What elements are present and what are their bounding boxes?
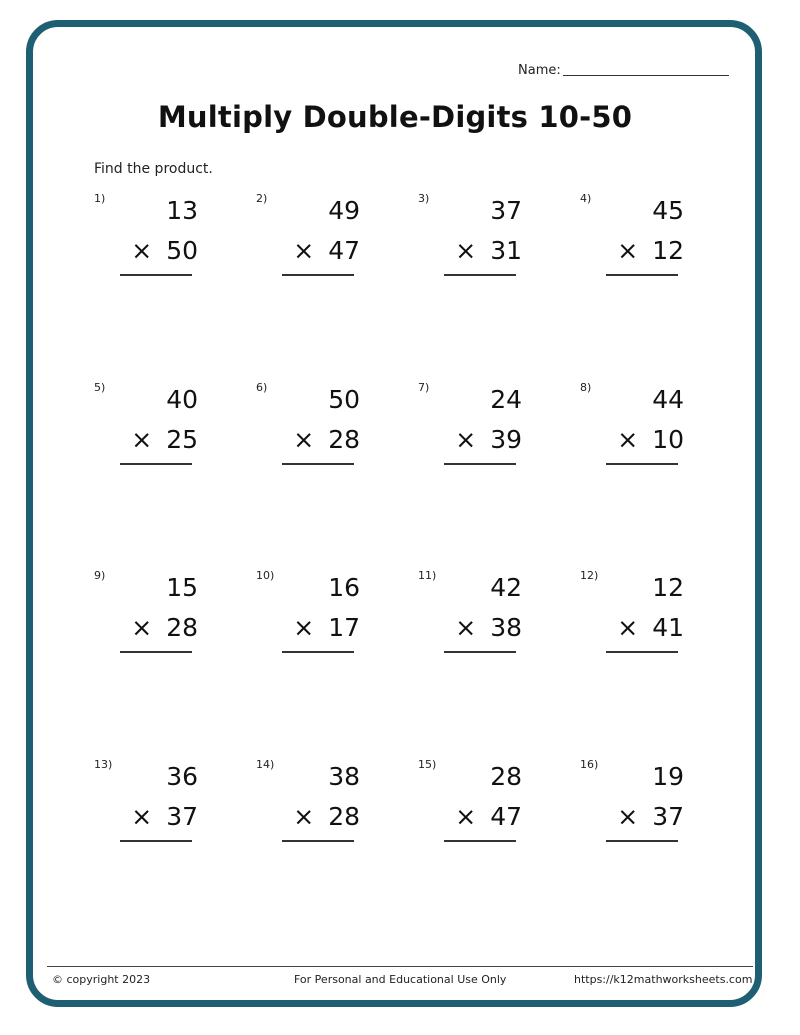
answer-line bbox=[606, 463, 678, 465]
footer-copyright: © copyright 2023 bbox=[52, 973, 151, 986]
problem-number: 14) bbox=[256, 758, 275, 771]
problem-1 bbox=[94, 192, 204, 282]
multiplicand: 16 bbox=[328, 573, 360, 602]
problem-5 bbox=[94, 381, 204, 471]
problem-number: 2) bbox=[256, 192, 268, 205]
multiplier: 50 bbox=[166, 236, 198, 265]
name-label: Name: bbox=[518, 63, 561, 78]
problem-number: 10) bbox=[256, 569, 275, 582]
multiplier-row bbox=[617, 802, 684, 831]
multiply-sign: × bbox=[617, 425, 639, 454]
multiplier-row bbox=[293, 236, 360, 265]
multiplicand: 44 bbox=[652, 385, 684, 414]
multiplier-row bbox=[455, 425, 522, 454]
problem-4 bbox=[580, 192, 690, 282]
multiply-sign: × bbox=[455, 802, 477, 831]
multiplier: 31 bbox=[490, 236, 522, 265]
multiplicand: 12 bbox=[652, 573, 684, 602]
multiplicand: 38 bbox=[328, 762, 360, 791]
answer-line bbox=[444, 463, 516, 465]
problem-13 bbox=[94, 758, 204, 848]
multiplier: 37 bbox=[166, 802, 198, 831]
multiply-sign: × bbox=[293, 802, 315, 831]
problem-9 bbox=[94, 569, 204, 659]
multiplier: 17 bbox=[328, 613, 360, 642]
page-title: Multiply Double-Digits 10-50 bbox=[157, 100, 633, 134]
multiplier: 47 bbox=[490, 802, 522, 831]
multiply-sign: × bbox=[131, 425, 153, 454]
name-blank-line bbox=[563, 62, 729, 76]
multiplier: 25 bbox=[166, 425, 198, 454]
problem-number: 8) bbox=[580, 381, 592, 394]
multiplier-row bbox=[293, 425, 360, 454]
multiply-sign: × bbox=[131, 236, 153, 265]
multiplier-row bbox=[455, 613, 522, 642]
multiplier: 28 bbox=[166, 613, 198, 642]
answer-line bbox=[444, 274, 516, 276]
multiplicand: 42 bbox=[490, 573, 522, 602]
multiplier-row bbox=[131, 425, 198, 454]
name-field bbox=[518, 62, 729, 78]
problem-number: 1) bbox=[94, 192, 106, 205]
multiplicand: 36 bbox=[166, 762, 198, 791]
multiply-sign: × bbox=[617, 802, 639, 831]
answer-line bbox=[606, 274, 678, 276]
problem-number: 11) bbox=[418, 569, 437, 582]
multiplier-row bbox=[131, 613, 198, 642]
problem-number: 9) bbox=[94, 569, 106, 582]
answer-line bbox=[120, 274, 192, 276]
multiplicand: 13 bbox=[166, 196, 198, 225]
multiplier-row bbox=[617, 613, 684, 642]
answer-line bbox=[282, 274, 354, 276]
multiplicand: 40 bbox=[166, 385, 198, 414]
multiply-sign: × bbox=[617, 613, 639, 642]
multiplier: 37 bbox=[652, 802, 684, 831]
multiplier-row bbox=[293, 613, 360, 642]
multiplier-row bbox=[617, 425, 684, 454]
problem-11 bbox=[418, 569, 528, 659]
answer-line bbox=[282, 840, 354, 842]
answer-line bbox=[120, 463, 192, 465]
problem-number: 6) bbox=[256, 381, 268, 394]
multiply-sign: × bbox=[617, 236, 639, 265]
multiplier-row bbox=[131, 802, 198, 831]
multiplicand: 19 bbox=[652, 762, 684, 791]
multiplier: 10 bbox=[652, 425, 684, 454]
footer-divider bbox=[47, 966, 753, 967]
instructions: Find the product. bbox=[94, 161, 213, 177]
multiplicand: 49 bbox=[328, 196, 360, 225]
footer-usage: For Personal and Educational Use Only bbox=[294, 973, 507, 986]
problem-2 bbox=[256, 192, 366, 282]
problem-14 bbox=[256, 758, 366, 848]
multiplicand: 24 bbox=[490, 385, 522, 414]
answer-line bbox=[120, 840, 192, 842]
problem-number: 5) bbox=[94, 381, 106, 394]
problem-3 bbox=[418, 192, 528, 282]
footer-website: https://k12mathworksheets.com bbox=[574, 973, 753, 986]
multiplier-row bbox=[293, 802, 360, 831]
problem-number: 16) bbox=[580, 758, 599, 771]
multiplicand: 45 bbox=[652, 196, 684, 225]
answer-line bbox=[444, 651, 516, 653]
multiplicand: 37 bbox=[490, 196, 522, 225]
multiplier: 28 bbox=[328, 425, 360, 454]
problem-15 bbox=[418, 758, 528, 848]
multiply-sign: × bbox=[131, 613, 153, 642]
multiplier: 39 bbox=[490, 425, 522, 454]
multiply-sign: × bbox=[293, 613, 315, 642]
answer-line bbox=[606, 651, 678, 653]
problem-16 bbox=[580, 758, 690, 848]
answer-line bbox=[282, 463, 354, 465]
problem-8 bbox=[580, 381, 690, 471]
multiplicand: 28 bbox=[490, 762, 522, 791]
multiply-sign: × bbox=[293, 425, 315, 454]
problem-number: 4) bbox=[580, 192, 592, 205]
multiply-sign: × bbox=[455, 613, 477, 642]
multiplicand: 15 bbox=[166, 573, 198, 602]
multiplier-row bbox=[455, 236, 522, 265]
multiplier: 28 bbox=[328, 802, 360, 831]
answer-line bbox=[444, 840, 516, 842]
multiplier: 12 bbox=[652, 236, 684, 265]
problem-7 bbox=[418, 381, 528, 471]
problem-number: 3) bbox=[418, 192, 430, 205]
multiplier: 47 bbox=[328, 236, 360, 265]
problem-number: 12) bbox=[580, 569, 599, 582]
multiply-sign: × bbox=[293, 236, 315, 265]
answer-line bbox=[282, 651, 354, 653]
problem-6 bbox=[256, 381, 366, 471]
problem-number: 7) bbox=[418, 381, 430, 394]
multiplier: 38 bbox=[490, 613, 522, 642]
problem-12 bbox=[580, 569, 690, 659]
problem-number: 13) bbox=[94, 758, 113, 771]
problem-10 bbox=[256, 569, 366, 659]
answer-line bbox=[606, 840, 678, 842]
answer-line bbox=[120, 651, 192, 653]
multiplier-row bbox=[455, 802, 522, 831]
multiplier: 41 bbox=[652, 613, 684, 642]
multiply-sign: × bbox=[131, 802, 153, 831]
multiplicand: 50 bbox=[328, 385, 360, 414]
multiply-sign: × bbox=[455, 425, 477, 454]
multiply-sign: × bbox=[455, 236, 477, 265]
multiplier-row bbox=[131, 236, 198, 265]
problem-number: 15) bbox=[418, 758, 437, 771]
multiplier-row bbox=[617, 236, 684, 265]
